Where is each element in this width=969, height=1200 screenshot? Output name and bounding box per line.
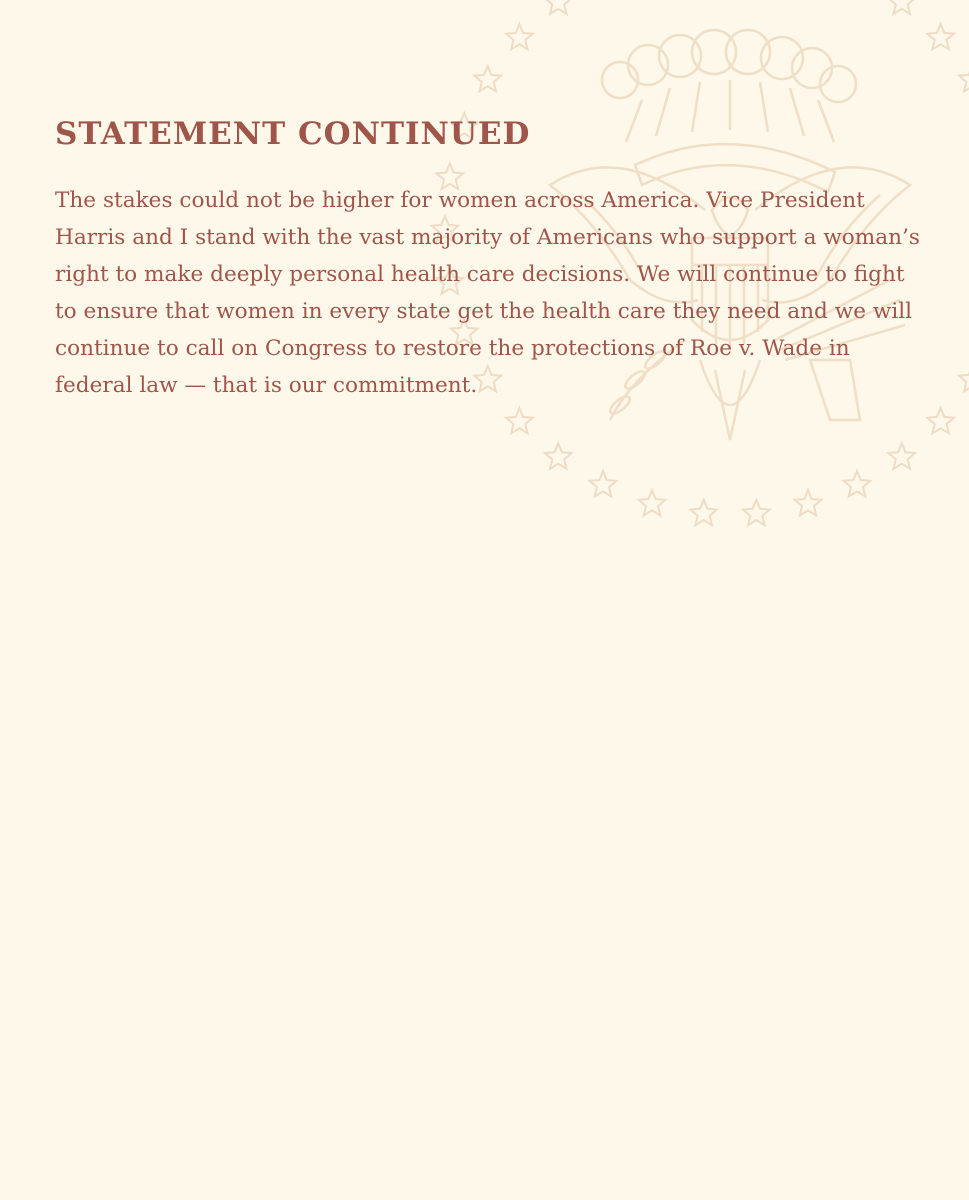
statement-body: The stakes could not be higher for women across America. Vice President Harris and I stand with the vast majority of Americans who support a woman’s right to make deeply personal health care decisions. We will continue to fight to ensure that women in every state get the health care they need and we will continue to call on Congress to restore the protections of Roe v. Wade in federal law — that is our commitment.: [55, 188, 921, 398]
seal-star-icon: [844, 471, 871, 496]
seal-star-icon: [795, 490, 822, 515]
seal-star-icon: [545, 0, 572, 14]
seal-star-icon: [927, 24, 954, 49]
seal-star-icon: [927, 408, 954, 433]
seal-star-icon: [888, 443, 915, 468]
seal-star-icon: [743, 500, 770, 525]
statement-heading: STATEMENT CONTINUED: [55, 116, 531, 152]
seal-star-icon: [545, 443, 572, 468]
seal-star-icon: [506, 408, 533, 433]
seal-star-icon: [959, 366, 969, 391]
seal-star-icon: [474, 66, 501, 91]
seal-star-icon: [888, 0, 915, 14]
statement-content: [55, 112, 925, 404]
seal-star-icon: [506, 24, 533, 49]
seal-star-icon: [959, 66, 969, 91]
seal-star-icon: [639, 490, 666, 515]
seal-star-icon: [590, 471, 617, 496]
seal-star-icon: [690, 500, 717, 525]
